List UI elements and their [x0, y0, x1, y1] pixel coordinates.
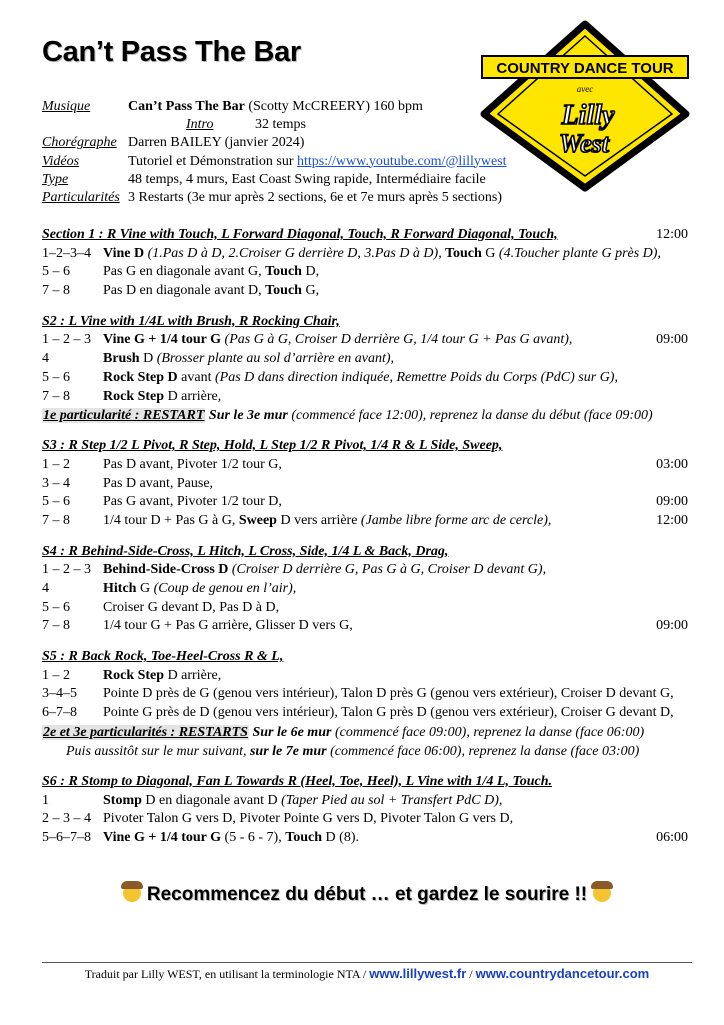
step-row: 7 – 8 Pas D en diagonale avant D, Touch G, — [42, 283, 320, 299]
cowboy-face-icon — [593, 884, 611, 902]
choreo-label: Chorégraphe — [42, 135, 117, 151]
section-title: S4 : R Behind-Side-Cross, L Hitch, L Cross, Side, 1/4 L & Back, Drag, — [42, 543, 449, 559]
choreo-value: Darren BAILEY (janvier 2024) — [128, 135, 305, 151]
wall: 12:00 — [656, 227, 688, 242]
logo-line3: Lilly — [561, 100, 615, 131]
particularites-label: Particularités — [42, 189, 120, 205]
section-1 — [42, 226, 692, 301]
footer-separator: / — [466, 967, 476, 981]
footer-text: Traduit par Lilly WEST, en utilisant la terminologie NTA / — [84, 967, 370, 981]
step-row: 1–2–3–4 Vine D (1.Pas D à D, 2.Croiser G derrière D, 3.Pas D à D), Touch G (4.Toucher plante G près D), — [42, 245, 661, 261]
section-title: S5 : R Back Rock, Toe-Heel-Cross R & L, — [42, 649, 284, 665]
music-artist-bpm: (Scotty McCREERY) 160 bpm — [244, 99, 423, 114]
page-title: Can’t Pass The Bar — [42, 36, 301, 68]
country-dance-tour-logo — [478, 20, 692, 192]
step-row: 7 – 8 1/4 tour G + Pas G arrière, Glisser D vers G, 09:00 — [42, 618, 688, 634]
logo-line2: avec — [576, 84, 594, 94]
step-row: 5 – 6 Pas G en diagonale avant G, Touch D, — [42, 264, 320, 280]
footer-divider — [42, 962, 692, 963]
footer — [42, 966, 692, 982]
cowboy-face-icon — [123, 884, 141, 902]
section-3 — [42, 437, 692, 530]
step-row: 1 – 2 Rock Step D arrière, — [42, 667, 222, 683]
restart-text: Recommencez du début … et gardez le sourire !! — [146, 884, 588, 905]
music-title: Can’t Pass The Bar — [128, 99, 245, 114]
type-value: 48 temps, 4 murs, East Coast Swing rapide, Intermédiaire facile — [128, 171, 486, 187]
section-title: Section 1 : R Vine with Touch, L Forward Diagonal, Touch, R Forward Diagonal, Touch, — [42, 227, 558, 242]
youtube-link[interactable]: https://www.youtube.com/@lillywest — [297, 153, 507, 169]
restart-note: 2e et 3e particularités : RESTARTS Sur le 6e mur (commencé face 09:00), reprenez la danse (face 06:00) — [43, 724, 645, 740]
step-row: 3–4–5 Pointe D près de G (genou vers intérieur), Talon D près G (genou vers extérieur), Croiser D devant G, — [42, 686, 674, 702]
step-sheet — [42, 226, 692, 860]
section-2 — [42, 313, 692, 425]
countrydancetour-link[interactable]: www.countrydancetour.com — [475, 966, 650, 981]
logo-line4: West — [558, 129, 610, 158]
step-row: 2 – 3 – 4 Pivoter Talon G vers D, Pivoter Pointe G vers D, Pivoter Talon G vers D, — [42, 811, 514, 827]
step-row: 1 Stomp D en diagonale avant D (Taper Pied au sol + Transfert PdC D), — [42, 792, 503, 808]
section-title: S3 : R Step 1/2 L Pivot, R Step, Hold, L Step 1/2 R Pivot, 1/4 R & L Side, Sweep, — [42, 438, 503, 454]
step-row: 5 – 6 Pas G avant, Pivoter 1/2 tour D, 09:00 — [42, 494, 688, 510]
step-row: 7 – 8 1/4 tour D + Pas G à G, Sweep D vers arrière (Jambe libre forme arc de cercle), 12:00 — [42, 512, 688, 528]
step-row: 3 – 4 Pas D avant, Pause, — [42, 475, 214, 491]
type-label: Type — [42, 171, 69, 187]
step-row: 1 – 2 – 3 Behind-Side-Cross D (Croiser D derrière G, Pas G à G, Croiser D devant G), — [42, 562, 547, 578]
section-title: S6 : R Stomp to Diagonal, Fan L Towards R (Heel, Toe, Heel), L Vine with 1/4 L, Touch. — [42, 773, 553, 789]
intro-value: 32 temps — [255, 117, 306, 133]
intro-label: Intro — [186, 117, 214, 133]
step-row: 7 – 8 Rock Step D arrière, — [42, 388, 222, 404]
logo-line1: COUNTRY DANCE TOUR — [496, 60, 674, 77]
musique-label: Musique — [42, 99, 91, 114]
step-row: 5 – 6 Croiser G devant D, Pas D à D, — [42, 599, 280, 615]
lillywest-link[interactable]: www.lillywest.fr — [369, 966, 467, 981]
step-row: 5 – 6 Rock Step D avant (Pas D dans direction indiquée, Remettre Poids du Corps (PdC) sur G), — [42, 369, 618, 385]
particularites-value: 3 Restarts (3e mur après 2 sections, 6e et 7e murs après 5 sections) — [128, 189, 503, 205]
videos-label: Vidéos — [42, 153, 80, 169]
step-row: 6–7–8 Pointe G près de D (genou vers intérieur), Talon G près D (genou vers extérieur), Croiser G devant D, — [42, 705, 674, 721]
step-row: 1 – 2 Pas D avant, Pivoter 1/2 tour G, 03:00 — [42, 456, 688, 472]
section-4 — [42, 543, 692, 636]
step-row: 1 – 2 – 3 Vine G + 1/4 tour G (Pas G à G, Croiser D derrière G, 1/4 tour G + Pas G avant), 09:00 — [42, 332, 688, 348]
step-row: 4 Brush D (Brosser plante au sol d’arrière en avant), — [42, 351, 395, 367]
videos-value: Tutoriel et Démonstration sur — [128, 153, 298, 169]
restart-banner — [42, 884, 692, 906]
restart-note-2: Puis aussitôt sur le mur suivant, sur le 7e mur (commencé face 06:00), reprenez la danse (face 03:00) — [66, 743, 640, 759]
step-row: 5–6–7–8 Vine G + 1/4 tour G (5 - 6 - 7), Touch D (8). 06:00 — [42, 829, 688, 845]
step-row: 4 Hitch G (Coup de genou en l’air), — [42, 581, 297, 596]
section-5 — [42, 648, 692, 761]
restart-note: 1e particularité : RESTART Sur le 3e mur (commencé face 12:00), reprenez la danse du début (face 09:00) — [43, 408, 653, 424]
section-6 — [42, 773, 692, 848]
section-title: S2 : L Vine with 1/4L with Brush, R Rocking Chair, — [42, 313, 340, 329]
